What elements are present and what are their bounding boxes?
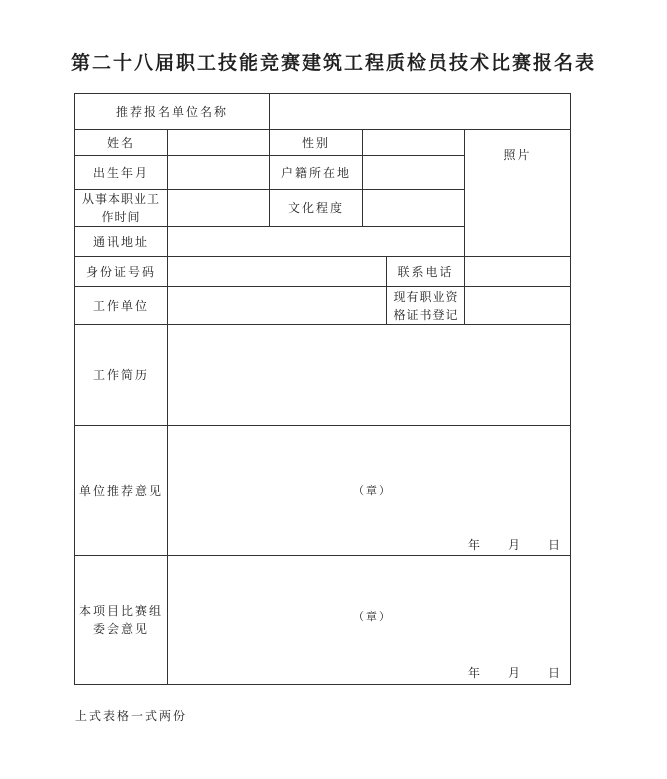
resume-field[interactable] (168, 325, 570, 425)
hukou-field[interactable] (363, 156, 464, 189)
stamp-placeholder: （章） (353, 610, 392, 623)
certificate-field[interactable] (465, 287, 570, 324)
label-photo: 照片 (503, 148, 532, 162)
label-committee-opinion: 本项目比赛组委会意见 (78, 604, 163, 636)
day-label: 日 (547, 666, 560, 680)
label-certificate: 现有职业资格证书登记 (393, 289, 459, 322)
id-number-field[interactable] (168, 257, 386, 286)
form-title: 第二十八届职工技能竞赛建筑工程质检员技术比赛报名表 (70, 52, 596, 74)
label-education: 文化程度 (287, 201, 344, 215)
label-phone: 联系电话 (397, 264, 454, 279)
month-label: 月 (507, 666, 520, 680)
label-hukou: 户籍所在地 (280, 165, 351, 180)
employer-field[interactable] (168, 287, 386, 324)
education-field[interactable] (363, 190, 464, 226)
gender-field[interactable] (363, 130, 464, 155)
label-employer: 工作单位 (92, 298, 149, 313)
label-name: 姓名 (106, 135, 135, 150)
label-birth: 出生年月 (92, 165, 149, 180)
year-label: 年 (467, 666, 480, 680)
unit-opinion-field[interactable] (168, 426, 570, 555)
phone-field[interactable] (465, 257, 570, 286)
label-recommender: 推荐报名单位名称 (115, 104, 228, 119)
label-work-time: 从事本职业工作时间 (81, 192, 160, 224)
label-unit-opinion: 单位推荐意见 (78, 483, 163, 498)
stamp-placeholder: （章） (353, 484, 392, 497)
date-line (468, 536, 560, 553)
label-address: 通讯地址 (92, 234, 149, 249)
birth-field[interactable] (168, 156, 269, 189)
name-field[interactable] (168, 130, 269, 155)
date-line (468, 664, 560, 681)
address-field[interactable] (168, 227, 464, 256)
year-label: 年 (467, 538, 480, 552)
label-resume: 工作简历 (92, 368, 149, 382)
footnote: 上式表格一式两份 (75, 709, 188, 723)
committee-opinion-field[interactable] (168, 556, 570, 684)
label-id-number: 身份证号码 (85, 264, 156, 279)
photo-area[interactable] (465, 180, 570, 256)
label-gender: 性别 (301, 135, 330, 150)
day-label: 日 (547, 538, 560, 552)
work-time-field[interactable] (168, 190, 269, 226)
month-label: 月 (507, 538, 520, 552)
recommender-field[interactable] (270, 94, 570, 129)
registration-form (74, 93, 571, 685)
